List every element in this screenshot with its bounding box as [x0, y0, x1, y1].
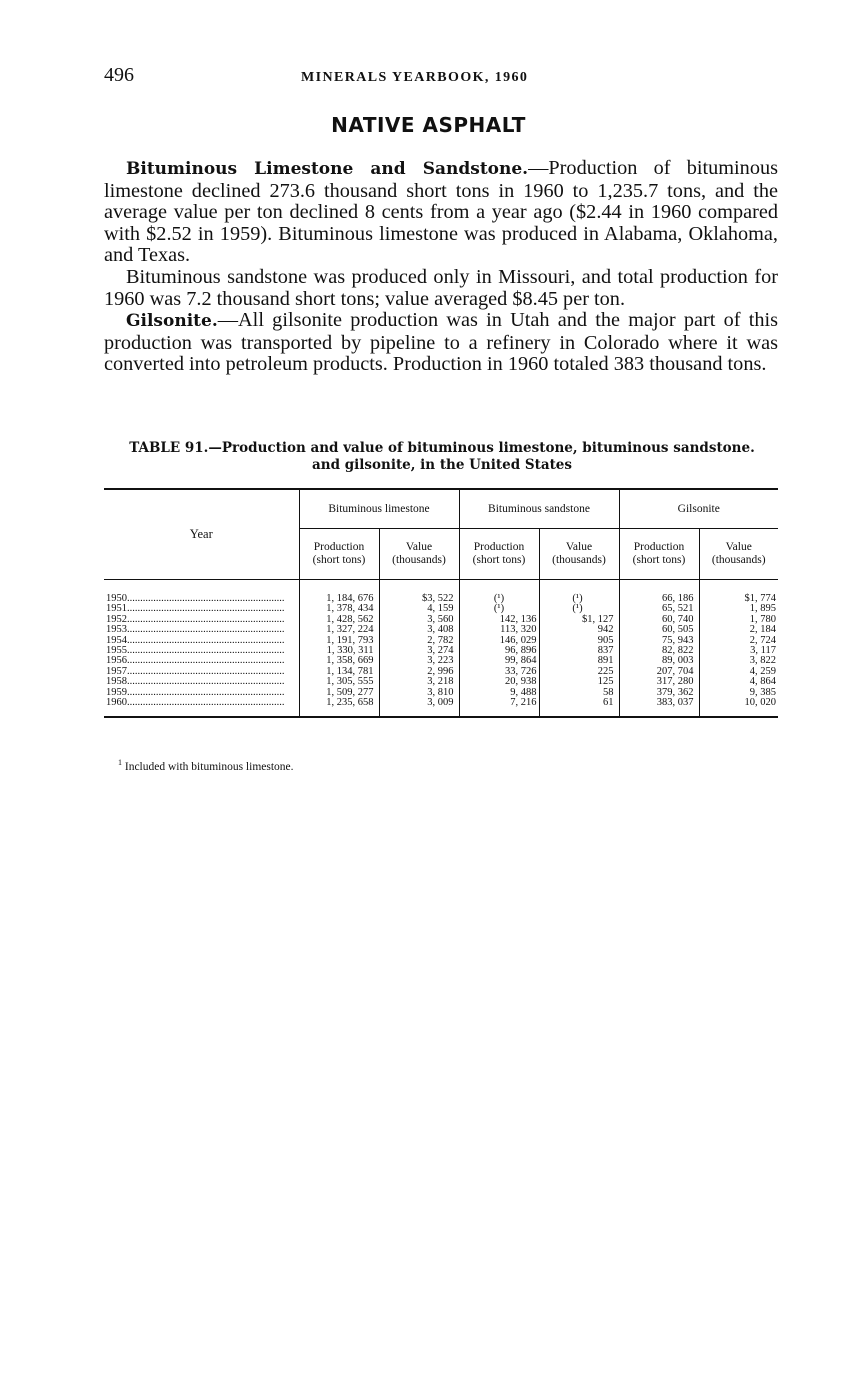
value-cell: 2, 724 [699, 636, 778, 646]
leader-dots: ............................................................ [127, 666, 285, 677]
value-cell: 1, 895 [699, 604, 778, 614]
production-cell: 1, 235, 658 [299, 698, 379, 708]
value-cell: 225 [539, 667, 619, 677]
group-header-gilsonite: Gilsonite [619, 489, 778, 529]
value-cell: 58 [539, 688, 619, 698]
subheader-production: Production (short tons) [299, 529, 379, 580]
production-cell: 33, 726 [459, 667, 539, 677]
table-caption-line1: TABLE 91.—Production and value of bituminous limestone, bituminous sandstone. [129, 440, 755, 456]
production-cell: 60, 740 [619, 615, 699, 625]
body-text [104, 158, 778, 376]
production-cell: 66, 186 [619, 594, 699, 604]
value-cell: 905 [539, 636, 619, 646]
leader-dots: ............................................................ [127, 677, 285, 688]
production-cell: 142, 136 [459, 615, 539, 625]
leader-dots: ............................................................ [127, 594, 285, 604]
value-cell: 4, 259 [699, 667, 778, 677]
footnote-text: Included with bituminous limestone. [124, 760, 294, 773]
production-cell: 1, 134, 781 [299, 667, 379, 677]
group-header-bituminous-sandstone: Bituminous sandstone [459, 489, 619, 529]
value-cell: 2, 782 [379, 636, 459, 646]
value-cell: 61 [539, 698, 619, 708]
paragraph-sandstone [104, 267, 778, 310]
production-cell: 1, 378, 434 [299, 604, 379, 614]
paragraph-text: Bituminous sandstone was produced only in Missouri, and total production for 1960 was 7.2 thousand short tons; value averaged $8.45 per ton. [104, 265, 778, 310]
value-cell: 4, 864 [699, 677, 778, 687]
leader-dots: ............................................................ [127, 625, 285, 636]
value-cell: (¹) [539, 604, 619, 614]
production-cell: 207, 704 [619, 667, 699, 677]
leader-dots: ............................................................ [127, 687, 285, 698]
value-cell: 2, 184 [699, 625, 778, 635]
production-cell: 9, 488 [459, 688, 539, 698]
year-cell: 1958............................................................ [106, 677, 285, 688]
production-cell: 20, 938 [459, 677, 539, 687]
production-cell: 379, 362 [619, 688, 699, 698]
value-cell: 3, 009 [379, 698, 459, 708]
production-cell: 99, 864 [459, 656, 539, 666]
production-cell: (¹) [459, 594, 539, 604]
value-cell: 942 [539, 625, 619, 635]
group-header-bituminous-limestone: Bituminous limestone [299, 489, 459, 529]
production-cell: 383, 037 [619, 698, 699, 708]
value-cell: $1, 774 [699, 594, 778, 604]
production-cell: 82, 822 [619, 646, 699, 656]
year-cell: 1953............................................................ [106, 625, 285, 636]
value-cell: 3, 810 [379, 688, 459, 698]
footnote-mark: 1 [118, 758, 122, 767]
production-cell: 113, 320 [459, 625, 539, 635]
production-cell: 317, 280 [619, 677, 699, 687]
year-cell: 1959............................................................ [106, 687, 285, 698]
value-cell: 3, 274 [379, 646, 459, 656]
subheader-production: Production (short tons) [619, 529, 699, 580]
production-cell: 89, 003 [619, 656, 699, 666]
table-caption [104, 440, 780, 474]
leader-dots: ............................................................ [127, 646, 285, 657]
value-cell: $1, 127 [539, 615, 619, 625]
year-cell: 1951............................................................ [106, 604, 285, 615]
table-row [104, 698, 778, 708]
production-cell: 1, 428, 562 [299, 615, 379, 625]
production-cell: 1, 184, 676 [299, 594, 379, 604]
page-number: 496 [104, 64, 134, 86]
section-title: NATIVE ASPHALT [331, 113, 526, 137]
year-cell: 1956............................................................ [106, 656, 285, 667]
value-cell: 3, 408 [379, 625, 459, 635]
running-head [104, 64, 776, 92]
year-cell: 1957............................................................ [106, 666, 285, 677]
paragraph-text: —Production of bituminous limestone declined 273.6 thousand short tons in 1960 to 1,235.7 tons, and the average value per ton declined 8 cents from a year ago ($2.44 in 1960 compared with $2.52 in 1959). Bituminous limestone was produced in Alabama, Oklahoma, and Texas. [104, 157, 778, 267]
paragraph-text: —All gilsonite production was in Utah and the major part of this production was transported by pipeline to a refinery in Colorado where it was converted into petroleum products. Production in 1960 totaled 383 thousand tons. [104, 309, 778, 376]
leader-dots: ............................................................ [127, 604, 285, 615]
year-cell: 1955............................................................ [106, 646, 285, 657]
leader-dots: ............................................................ [127, 635, 285, 646]
runin-heading: Bituminous Limestone and Sandstone. [126, 159, 529, 179]
table-caption-line2: and gilsonite, in the United States [312, 457, 572, 473]
year-cell: 1950............................................................ [106, 594, 285, 604]
year-cell: 1960............................................................ [106, 698, 285, 709]
production-cell: 1, 327, 224 [299, 625, 379, 635]
year-column-header: Year [104, 489, 299, 580]
subheader-production: Production (short tons) [459, 529, 539, 580]
year-cell: 1952............................................................ [106, 614, 285, 625]
value-cell: 4, 159 [379, 604, 459, 614]
value-cell: 3, 218 [379, 677, 459, 687]
value-cell: 3, 822 [699, 656, 778, 666]
value-cell: 10, 020 [699, 698, 778, 708]
production-table [104, 488, 778, 718]
year-cell: 1954............................................................ [106, 635, 285, 646]
value-cell: 3, 117 [699, 646, 778, 656]
production-cell: 1, 191, 793 [299, 636, 379, 646]
production-cell: 146, 029 [459, 636, 539, 646]
production-cell: 1, 305, 555 [299, 677, 379, 687]
paragraph-limestone-sandstone [104, 158, 778, 267]
value-cell: 1, 780 [699, 615, 778, 625]
leader-dots: ............................................................ [127, 698, 285, 709]
production-cell: 96, 896 [459, 646, 539, 656]
value-cell: 3, 560 [379, 615, 459, 625]
production-cell: 1, 358, 669 [299, 656, 379, 666]
value-cell: 9, 385 [699, 688, 778, 698]
table-body [104, 580, 778, 718]
value-cell: (¹) [539, 594, 619, 604]
production-cell: 60, 505 [619, 625, 699, 635]
value-cell: 125 [539, 677, 619, 687]
subheader-value: Value (thousands) [379, 529, 459, 580]
production-cell: 1, 330, 311 [299, 646, 379, 656]
value-cell: 3, 223 [379, 656, 459, 666]
leader-dots: ............................................................ [127, 614, 285, 625]
production-cell: (¹) [459, 604, 539, 614]
paragraph-gilsonite [104, 310, 778, 376]
runin-heading: Gilsonite. [126, 311, 218, 332]
value-cell: 837 [539, 646, 619, 656]
table-footnote [118, 758, 294, 773]
value-cell: 891 [539, 656, 619, 666]
production-cell: 65, 521 [619, 604, 699, 614]
production-cell: 7, 216 [459, 698, 539, 708]
production-cell: 75, 943 [619, 636, 699, 646]
subheader-value: Value (thousands) [699, 529, 778, 580]
value-cell: $3, 522 [379, 594, 459, 604]
leader-dots: ............................................................ [127, 656, 285, 667]
production-cell: 1, 509, 277 [299, 688, 379, 698]
value-cell: 2, 996 [379, 667, 459, 677]
running-title: MINERALS YEARBOOK, 1960 [301, 70, 529, 85]
subheader-value: Value (thousands) [539, 529, 619, 580]
